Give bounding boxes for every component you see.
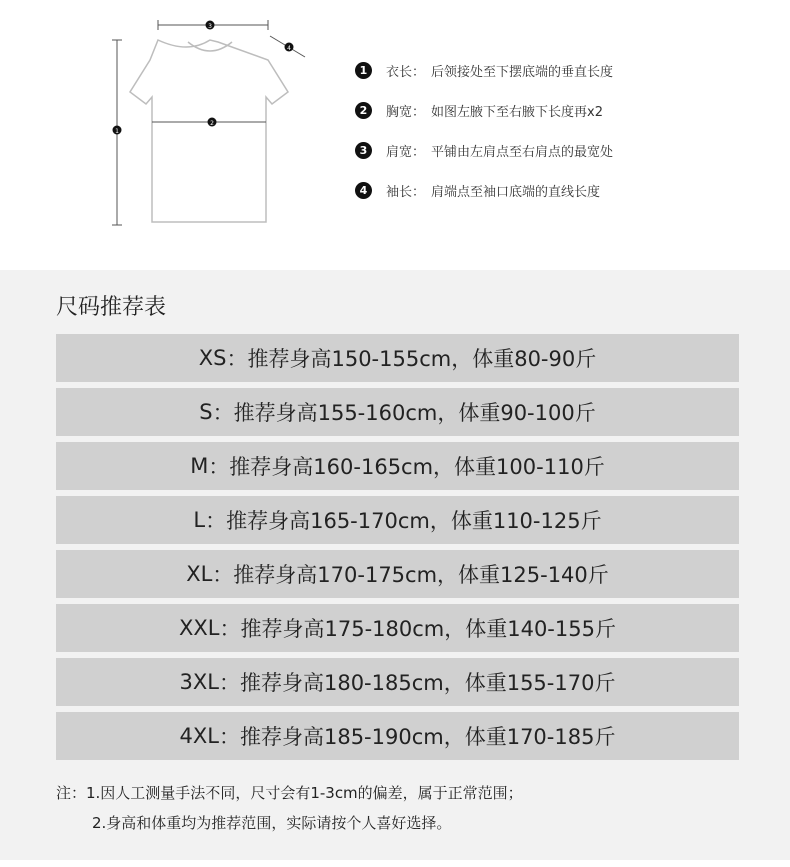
size-table	[56, 334, 739, 766]
legend-desc: 后领接处至下摆底端的垂直长度	[431, 64, 614, 80]
legend-desc: 肩端点至袖口底端的直线长度	[431, 184, 601, 200]
size-label: S	[199, 400, 213, 424]
table-row	[56, 550, 739, 598]
legend-label: 肩宽：	[386, 144, 426, 160]
size-recommendation-section	[0, 270, 790, 860]
size-label: XS	[198, 346, 227, 370]
page-title: 尺码推荐表	[56, 295, 167, 320]
number-2-icon: 2	[355, 102, 372, 119]
note-line-2: 2.身高和体重均为推荐范围，实际请按个人喜好选择。	[92, 814, 452, 832]
legend-desc: 平铺由左肩点至右肩点的最宽处	[431, 144, 614, 160]
size-label: XL	[186, 562, 213, 586]
legend-item-chest	[355, 90, 613, 130]
table-row	[56, 496, 739, 544]
size-label: 3XL	[179, 670, 219, 694]
marker-3: 3	[208, 23, 212, 30]
number-3-icon: 3	[355, 142, 372, 159]
measurement-section	[0, 0, 790, 270]
marker-4: 4	[287, 45, 291, 52]
legend-label: 衣长：	[386, 64, 426, 80]
table-row	[56, 442, 739, 490]
table-row	[56, 388, 739, 436]
note-line-1: 注：1.因人工测量手法不同，尺寸会有1-3cm的偏差，属于正常范围；	[56, 784, 523, 802]
marker-1: 1	[115, 128, 119, 135]
marker-2: 2	[210, 120, 214, 127]
legend-label: 胸宽：	[386, 104, 426, 120]
size-info: ：推荐身高170-175cm，体重125-140斤	[212, 563, 609, 587]
table-row	[56, 658, 739, 706]
number-4-icon: 4	[355, 182, 372, 199]
size-info: ：推荐身高180-185cm，体重155-170斤	[218, 671, 616, 695]
size-label: XXL	[179, 616, 220, 640]
legend-item-shoulder	[355, 130, 613, 170]
tshirt-outline	[130, 40, 288, 222]
size-info: ：推荐身高155-160cm，体重90-100斤	[212, 401, 596, 425]
size-label: 4XL	[179, 724, 219, 748]
legend-item-sleeve	[355, 170, 613, 210]
size-info: ：推荐身高185-190cm，体重170-185斤	[218, 725, 616, 749]
legend-label: 袖长：	[386, 184, 426, 200]
tshirt-diagram	[100, 12, 320, 237]
size-label: L	[193, 508, 206, 532]
size-info: ：推荐身高150-155cm，体重80-90斤	[226, 347, 597, 371]
size-info: ：推荐身高160-165cm，体重100-110斤	[208, 455, 605, 479]
size-info: ：推荐身高165-170cm，体重110-125斤	[205, 509, 602, 533]
measurement-legend	[355, 50, 613, 210]
legend-desc: 如图左腋下至右腋下长度再x2	[431, 104, 603, 120]
notes	[56, 778, 523, 838]
legend-item-length	[355, 50, 613, 90]
size-info: ：推荐身高175-180cm，体重140-155斤	[219, 617, 616, 641]
table-row	[56, 334, 739, 382]
size-label: M	[190, 454, 209, 478]
table-row	[56, 604, 739, 652]
table-row	[56, 712, 739, 760]
number-1-icon: 1	[355, 62, 372, 79]
